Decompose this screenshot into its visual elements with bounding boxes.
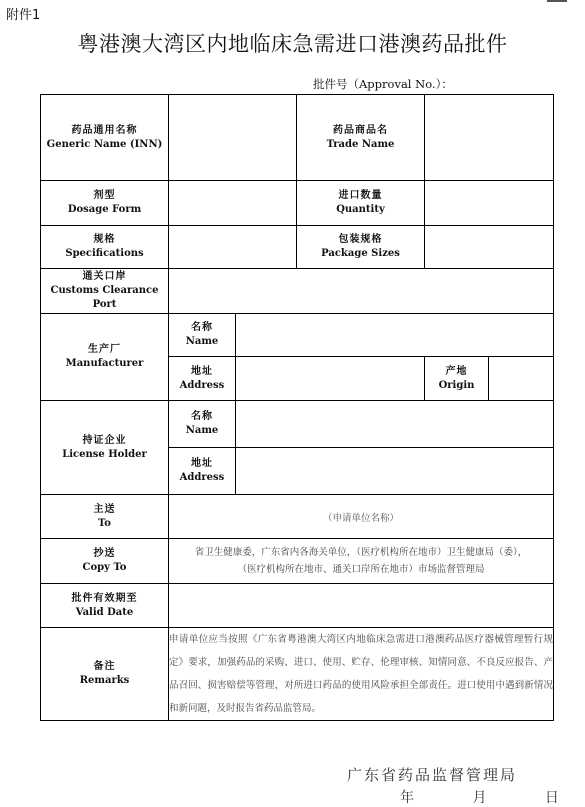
origin-field[interactable] [489,357,554,401]
issue-date [400,787,585,807]
manufacturer-name-label: 名称 Name [169,314,236,357]
row-license-holder-name [41,401,554,448]
copy-to-field [169,539,554,584]
customs-port-label: 通关口岸 Customs Clearance Port [41,269,169,314]
row-manufacturer-name [41,314,554,357]
manufacturer-address-field[interactable] [236,357,425,401]
quantity-field[interactable] [425,181,554,226]
generic-name-field[interactable] [169,95,297,181]
trade-name-field[interactable] [425,95,554,181]
package-sizes-label: 包装规格 Package Sizes [297,226,425,269]
row-generic-trade [41,95,554,181]
trade-name-label: 药品商品名 Trade Name [297,95,425,181]
dosage-form-field[interactable] [169,181,297,226]
license-holder-address-label: 地址 Address [169,448,236,495]
valid-date-label: 批件有效期至 Valid Date [41,584,169,628]
manufacturer-address-label: 地址 Address [169,357,236,401]
remarks-label: 备注 Remarks [41,628,169,721]
issuing-authority: 广东省药品监督管理局 [347,766,518,784]
generic-name-label: 药品通用名称 Generic Name (INN) [41,95,169,181]
manufacturer-name-field[interactable] [236,314,554,357]
license-holder-name-label: 名称 Name [169,401,236,448]
license-holder-label: 持证企业 License Holder [41,401,169,495]
to-label: 主送 To [41,495,169,539]
specifications-field[interactable] [169,226,297,269]
package-sizes-field[interactable] [425,226,554,269]
manufacturer-label: 生产厂 Manufacturer [41,314,169,401]
row-remarks [41,628,554,721]
copy-to-line-2: （医疗机构所在地市、通关口岸所在地市）市场监督管理局 [237,564,485,575]
to-field[interactable]: （申请单位名称） [169,495,554,539]
remarks-text: 申请单位应当按照《广东省粤港澳大湾区内地临床急需进口港澳药品医疗器械管理暂行规定》要求，加强药品的采购、进口、使用、贮存、伦理审核、知情同意、不良反应报告、产品召回、损害赔偿等管理，对所进口药品的使用风险承担全部责任。进口使用中遇到新情况和新问题，及时报告省药品监管局。 [169,628,554,721]
customs-port-field[interactable] [169,269,554,314]
date-year: 年 [400,790,414,806]
dosage-form-label: 剂型 Dosage Form [41,181,169,226]
specifications-label: 规格 Specifications [41,226,169,269]
date-day: 日 [544,790,559,806]
row-copy-to [41,539,554,584]
row-customs-port [41,269,554,314]
row-dosage-quantity [41,181,554,226]
origin-label: 产地 Origin [425,357,489,401]
row-valid-date [41,584,554,628]
valid-date-field[interactable] [169,584,554,628]
quantity-label: 进口数量 Quantity [297,181,425,226]
license-holder-address-field[interactable] [236,448,554,495]
corner-mark [547,0,567,2]
copy-to-label: 抄送 Copy To [41,539,169,584]
license-holder-name-field[interactable] [236,401,554,448]
date-month: 月 [472,790,487,806]
copy-to-line-1: 省卫生健康委，广东省内各海关单位，（医疗机构所在地市）卫生健康局（委）， [194,547,528,558]
attachment-label: 附件1 [6,8,41,23]
row-spec-package [41,226,554,269]
row-to [41,495,554,539]
approval-form-table [40,94,554,721]
page-title: 粤港澳大湾区内地临床急需进口港澳药品批件 [77,32,508,56]
approval-number-label: 批件号（Approval No.）： [313,77,453,91]
